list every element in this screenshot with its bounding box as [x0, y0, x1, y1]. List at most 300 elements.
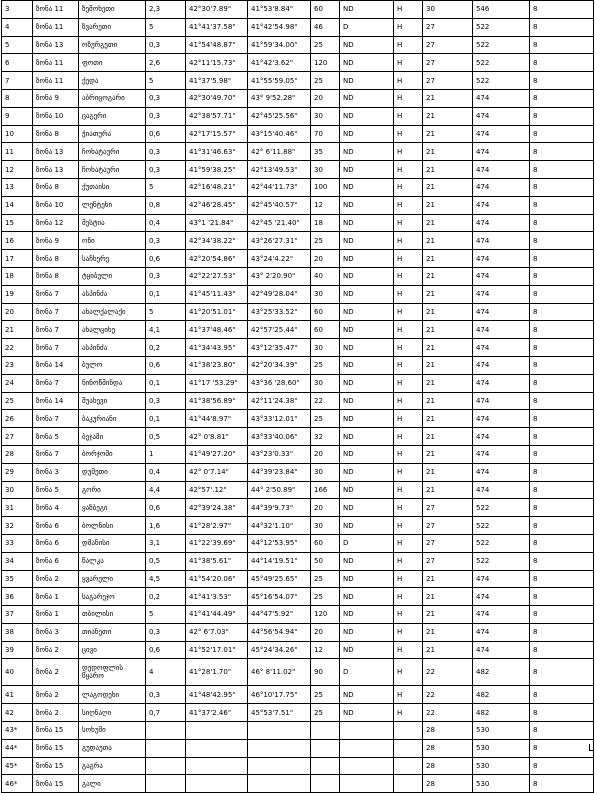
cell-row-number: 46* — [2, 775, 33, 793]
cell-polarization: H — [394, 445, 423, 463]
cell-frequency: 522 — [473, 517, 530, 535]
cell-height: 20 — [311, 250, 340, 268]
table-row — [2, 125, 594, 143]
cell-location: ჭიათურა — [79, 125, 146, 143]
cell-polarization: H — [394, 606, 423, 624]
cell-height: 90 — [311, 659, 340, 686]
cell-location: ბაკურიანი — [79, 410, 146, 428]
cell-zone: ზონა 9 — [33, 89, 79, 107]
cell-height — [311, 775, 340, 793]
cell-polarization — [394, 722, 423, 740]
cell-channel: 21 — [423, 374, 473, 392]
cell-height: 20 — [311, 89, 340, 107]
cell-channel: 21 — [423, 267, 473, 285]
cell-row-number: 30 — [2, 481, 33, 499]
cell-latitude: 41°45'11.43" — [186, 285, 248, 303]
cell-zone: ზონა 12 — [33, 214, 79, 232]
cell-channel: 27 — [423, 534, 473, 552]
cell-frequency: 522 — [473, 18, 530, 36]
cell-height: 50 — [311, 552, 340, 570]
cell-column-12: 8 — [530, 428, 594, 446]
cell-power: 0,2 — [146, 339, 186, 357]
cell-zone: ზონა 11 — [33, 1, 79, 19]
cell-direction: ND — [340, 356, 394, 374]
table-row — [2, 178, 594, 196]
cell-longitude: 44°32'1.10" — [248, 517, 311, 535]
cell-frequency: 482 — [473, 659, 530, 686]
cell-channel: 21 — [423, 107, 473, 125]
cell-direction: ND — [340, 303, 394, 321]
cell-polarization: H — [394, 303, 423, 321]
cell-direction: ND — [340, 410, 394, 428]
cell-polarization: H — [394, 410, 423, 428]
cell-location: გალი — [79, 775, 146, 793]
cell-power: 4,4 — [146, 481, 186, 499]
cell-frequency: 474 — [473, 232, 530, 250]
table-row — [2, 196, 594, 214]
cell-latitude: 41°52'17.01" — [186, 641, 248, 659]
cell-direction: ND — [340, 214, 394, 232]
cell-zone: ზონა 11 — [33, 72, 79, 90]
cell-power: 0,4 — [146, 463, 186, 481]
cell-zone: ზონა 7 — [33, 285, 79, 303]
table-row — [2, 428, 594, 446]
table-row — [2, 107, 594, 125]
cell-height: 25 — [311, 704, 340, 722]
cell-longitude: 41°42'54.98" — [248, 18, 311, 36]
cell-zone: ზონა 1 — [33, 588, 79, 606]
cell-column-12: 8 — [530, 392, 594, 410]
cell-zone: ზონა 5 — [33, 481, 79, 499]
cell-row-number: 4 — [2, 18, 33, 36]
cell-location: ნინოწმინდა — [79, 374, 146, 392]
cell-polarization: H — [394, 570, 423, 588]
cell-row-number: 12 — [2, 161, 33, 179]
cell-channel: 21 — [423, 178, 473, 196]
cell-power: 0,3 — [146, 392, 186, 410]
cell-frequency: 474 — [473, 161, 530, 179]
cell-power: 0,5 — [146, 552, 186, 570]
cell-row-number: 39 — [2, 641, 33, 659]
cell-row-number: 9 — [2, 107, 33, 125]
cell-column-12: 8 — [530, 722, 594, 740]
cell-channel: 21 — [423, 285, 473, 303]
cell-direction: ND — [340, 107, 394, 125]
cell-channel: 27 — [423, 54, 473, 72]
cell-polarization: H — [394, 125, 423, 143]
table-row — [2, 339, 594, 357]
cell-power: 0,1 — [146, 374, 186, 392]
cell-height: 25 — [311, 72, 340, 90]
cell-zone: ზონა 15 — [33, 775, 79, 793]
cell-column-12: 8 — [530, 36, 594, 54]
cell-power: 1,6 — [146, 517, 186, 535]
cell-power: 5 — [146, 72, 186, 90]
cell-zone: ზონა 7 — [33, 339, 79, 357]
cell-longitude: 42°49'28.04" — [248, 285, 311, 303]
table-row — [2, 704, 594, 722]
cell-power: 5 — [146, 178, 186, 196]
cell-height: 25 — [311, 356, 340, 374]
cell-longitude: 43°12'35.47" — [248, 339, 311, 357]
table-row — [2, 54, 594, 72]
cell-power: 3,1 — [146, 534, 186, 552]
cell-direction: ND — [340, 499, 394, 517]
cell-channel: 22 — [423, 704, 473, 722]
cell-row-number: 40 — [2, 659, 33, 686]
cell-longitude: 42°45'40.57" — [248, 196, 311, 214]
cell-frequency: 474 — [473, 196, 530, 214]
cell-channel: 28 — [423, 739, 473, 757]
cell-row-number: 3 — [2, 1, 33, 19]
table-body — [2, 1, 594, 793]
cell-longitude: 46°10'17.75" — [248, 686, 311, 704]
cell-row-number: 11 — [2, 143, 33, 161]
cell-location: ონი — [79, 232, 146, 250]
cell-zone: ზონა 4 — [33, 499, 79, 517]
cell-column-12: 8 — [530, 499, 594, 517]
cell-frequency: 474 — [473, 267, 530, 285]
cell-direction: ND — [340, 339, 394, 357]
cell-frequency: 474 — [473, 321, 530, 339]
cell-row-number: 43* — [2, 722, 33, 740]
cell-longitude: 44°12'53.95" — [248, 534, 311, 552]
cell-column-12: 8 — [530, 72, 594, 90]
cell-latitude: 41°38'5.61" — [186, 552, 248, 570]
cell-direction — [340, 722, 394, 740]
cell-zone: ზონა 11 — [33, 54, 79, 72]
cell-location: ქუთაისი — [79, 178, 146, 196]
cell-channel: 27 — [423, 36, 473, 54]
cell-location: ბორჯომი — [79, 445, 146, 463]
cell-location: აბრიცოგარი — [79, 89, 146, 107]
cell-location: დმანისი — [79, 534, 146, 552]
cell-longitude: 42°20'34.39" — [248, 356, 311, 374]
cell-channel: 28 — [423, 775, 473, 793]
cell-channel: 27 — [423, 499, 473, 517]
cell-zone: ზონა 9 — [33, 232, 79, 250]
cell-height: 30 — [311, 374, 340, 392]
cell-column-12: 8 — [530, 757, 594, 775]
cell-frequency: 530 — [473, 775, 530, 793]
cell-zone: ზონა 6 — [33, 534, 79, 552]
cell-channel: 21 — [423, 125, 473, 143]
cell-zone: ზონა 2 — [33, 704, 79, 722]
cell-polarization: H — [394, 72, 423, 90]
cell-direction: ND — [340, 428, 394, 446]
cell-latitude — [186, 775, 248, 793]
cell-power: 4,1 — [146, 321, 186, 339]
cell-frequency: 522 — [473, 36, 530, 54]
cell-longitude: 45°24'34.26" — [248, 641, 311, 659]
cell-location: ახალციხე — [79, 321, 146, 339]
cell-latitude: 41°37'2.46" — [186, 704, 248, 722]
cell-frequency: 474 — [473, 214, 530, 232]
cell-latitude: 41°34'43.95" — [186, 339, 248, 357]
cell-zone: ზონა 13 — [33, 161, 79, 179]
cell-channel: 21 — [423, 481, 473, 499]
cell-location: დუშეთი — [79, 463, 146, 481]
cell-frequency: 530 — [473, 739, 530, 757]
cell-row-number: 37 — [2, 606, 33, 624]
cell-longitude: 43°33'40.06" — [248, 428, 311, 446]
cell-latitude: 42°30'7.89" — [186, 1, 248, 19]
cell-channel: 21 — [423, 641, 473, 659]
cell-row-number: 35 — [2, 570, 33, 588]
cell-frequency: 474 — [473, 285, 530, 303]
cell-direction: ND — [340, 392, 394, 410]
table-row — [2, 89, 594, 107]
cell-power: 0,3 — [146, 143, 186, 161]
cell-location: ფოთი — [79, 54, 146, 72]
cell-latitude: 42°17'15.57" — [186, 125, 248, 143]
cell-column-12: 8 — [530, 704, 594, 722]
cell-frequency: 474 — [473, 356, 530, 374]
cell-latitude: 42°57'.12" — [186, 481, 248, 499]
cell-zone: ზონა 13 — [33, 36, 79, 54]
cell-height: 25 — [311, 686, 340, 704]
cell-height: 32 — [311, 428, 340, 446]
cell-direction: ND — [340, 72, 394, 90]
cell-frequency: 474 — [473, 250, 530, 268]
cell-channel: 21 — [423, 214, 473, 232]
table-row — [2, 410, 594, 428]
cell-channel: 21 — [423, 410, 473, 428]
cell-column-12: 8 — [530, 552, 594, 570]
cell-polarization: H — [394, 552, 423, 570]
cell-longitude — [248, 775, 311, 793]
cell-longitude: 46° 8'11.02" — [248, 659, 311, 686]
table-row — [2, 481, 594, 499]
cell-polarization: H — [394, 54, 423, 72]
cell-frequency: 474 — [473, 463, 530, 481]
cell-longitude: 42°11'24.38" — [248, 392, 311, 410]
cell-direction: ND — [340, 1, 394, 19]
cell-power: 0,3 — [146, 36, 186, 54]
cell-location: გაგრა — [79, 757, 146, 775]
cell-frequency: 530 — [473, 757, 530, 775]
cell-column-12: 8 — [530, 161, 594, 179]
cell-direction: ND — [340, 285, 394, 303]
table-row — [2, 686, 594, 704]
cell-power: 0,2 — [146, 588, 186, 606]
table-row — [2, 499, 594, 517]
cell-frequency: 474 — [473, 570, 530, 588]
cell-latitude: 41°28'1.70" — [186, 659, 248, 686]
cell-polarization: H — [394, 392, 423, 410]
cell-frequency: 474 — [473, 89, 530, 107]
cell-location: ბოლნისი — [79, 517, 146, 535]
cell-height: 18 — [311, 214, 340, 232]
cell-location: ყაზბეგი — [79, 499, 146, 517]
cell-power: 0,3 — [146, 107, 186, 125]
table-row — [2, 641, 594, 659]
cell-row-number: 22 — [2, 339, 33, 357]
cell-row-number: 14 — [2, 196, 33, 214]
cell-channel: 21 — [423, 428, 473, 446]
cell-power: 0,4 — [146, 214, 186, 232]
cell-direction: ND — [340, 517, 394, 535]
cell-direction: D — [340, 659, 394, 686]
cell-height: 30 — [311, 463, 340, 481]
cell-power: 5 — [146, 18, 186, 36]
cell-location: ლენტეხი — [79, 196, 146, 214]
table-row — [2, 303, 594, 321]
cell-frequency: 522 — [473, 499, 530, 517]
cell-zone: ზონა 6 — [33, 552, 79, 570]
cell-polarization: H — [394, 588, 423, 606]
cell-power: 0,3 — [146, 89, 186, 107]
cell-polarization — [394, 775, 423, 793]
cell-column-12: 8 — [530, 481, 594, 499]
cell-column-12: 8 — [530, 303, 594, 321]
cell-frequency: 482 — [473, 704, 530, 722]
cell-polarization: H — [394, 517, 423, 535]
cell-column-12: 8 — [530, 267, 594, 285]
cell-latitude: 41°20'51.01" — [186, 303, 248, 321]
cell-longitude: 41°55'59.05" — [248, 72, 311, 90]
cell-height — [311, 722, 340, 740]
cell-latitude: 41°17 '53.29" — [186, 374, 248, 392]
cell-direction: ND — [340, 552, 394, 570]
cell-height: 60 — [311, 303, 340, 321]
cell-power — [146, 722, 186, 740]
cell-frequency: 474 — [473, 303, 530, 321]
cell-height: 25 — [311, 410, 340, 428]
cell-direction: ND — [340, 588, 394, 606]
cell-column-12: 8 — [530, 214, 594, 232]
cell-channel: 27 — [423, 552, 473, 570]
cell-height: 30 — [311, 107, 340, 125]
cell-latitude: 43°1 '21.84" — [186, 214, 248, 232]
cell-row-number: 29 — [2, 463, 33, 481]
cell-polarization: H — [394, 214, 423, 232]
cell-polarization: H — [394, 686, 423, 704]
cell-frequency: 474 — [473, 428, 530, 446]
cell-longitude: 43°25'33.52" — [248, 303, 311, 321]
cell-frequency: 522 — [473, 534, 530, 552]
cell-height: 35 — [311, 143, 340, 161]
cell-location: გუდაუთა — [79, 739, 146, 757]
cell-column-12: 8 — [530, 570, 594, 588]
cell-power: 2,3 — [146, 1, 186, 19]
cell-latitude: 42°34'38.22" — [186, 232, 248, 250]
cell-latitude: 42°39'24.38" — [186, 499, 248, 517]
cell-column-12: 8 — [530, 588, 594, 606]
table-row — [2, 285, 594, 303]
cell-polarization: H — [394, 161, 423, 179]
cell-polarization: H — [394, 481, 423, 499]
cell-latitude: 41°37'48.46" — [186, 321, 248, 339]
cell-longitude: 44°39'23.84" — [248, 463, 311, 481]
cell-height: 12 — [311, 196, 340, 214]
cell-height: 20 — [311, 445, 340, 463]
table-row — [2, 36, 594, 54]
cell-power: 2,6 — [146, 54, 186, 72]
cell-longitude: 43° 9'52.28" — [248, 89, 311, 107]
table-row — [2, 250, 594, 268]
cell-channel: 21 — [423, 89, 473, 107]
cell-power: 4 — [146, 659, 186, 686]
cell-polarization — [394, 757, 423, 775]
cell-direction: ND — [340, 623, 394, 641]
cell-location: მესტია — [79, 214, 146, 232]
table-row — [2, 18, 594, 36]
cell-direction: ND — [340, 232, 394, 250]
cell-row-number: 13 — [2, 178, 33, 196]
cell-location: ზემოხეთი — [79, 1, 146, 19]
cell-location: დედოფლის წყარო — [79, 659, 146, 686]
cell-channel: 21 — [423, 250, 473, 268]
cell-power: 5 — [146, 303, 186, 321]
cell-frequency: 474 — [473, 374, 530, 392]
cell-location: ცივი — [79, 641, 146, 659]
cell-polarization: H — [394, 232, 423, 250]
cell-power: 0,6 — [146, 250, 186, 268]
cell-polarization: H — [394, 250, 423, 268]
cell-zone: ზონა 7 — [33, 321, 79, 339]
cell-polarization: H — [394, 641, 423, 659]
cell-frequency: 522 — [473, 54, 530, 72]
cell-latitude — [186, 722, 248, 740]
cell-power: 0,6 — [146, 499, 186, 517]
cell-location: თბილისი — [79, 606, 146, 624]
cell-height: 25 — [311, 36, 340, 54]
table-row — [2, 588, 594, 606]
cell-latitude: 41°41'3.53" — [186, 588, 248, 606]
cell-height: 60 — [311, 321, 340, 339]
cell-row-number: 42 — [2, 704, 33, 722]
cell-zone: ზონა 15 — [33, 722, 79, 740]
corner-mark — [589, 744, 594, 751]
cell-zone: ზონა 7 — [33, 374, 79, 392]
cell-direction: ND — [340, 481, 394, 499]
cell-frequency: 474 — [473, 641, 530, 659]
cell-channel: 21 — [423, 339, 473, 357]
cell-location: ბეჯამი — [79, 428, 146, 446]
cell-location: საგარეჯო — [79, 588, 146, 606]
cell-channel: 21 — [423, 196, 473, 214]
cell-location: ქედა — [79, 72, 146, 90]
cell-direction: ND — [340, 374, 394, 392]
cell-location: გორი — [79, 481, 146, 499]
cell-longitude — [248, 722, 311, 740]
cell-zone: ზონა 8 — [33, 250, 79, 268]
cell-channel: 27 — [423, 18, 473, 36]
cell-column-12: 8 — [530, 534, 594, 552]
cell-zone: ზონა 7 — [33, 445, 79, 463]
cell-polarization: H — [394, 285, 423, 303]
cell-zone: ზონა 13 — [33, 143, 79, 161]
table-row — [2, 570, 594, 588]
cell-direction: ND — [340, 570, 394, 588]
cell-longitude: 43°24'4.22" — [248, 250, 311, 268]
cell-direction: ND — [340, 641, 394, 659]
cell-direction: ND — [340, 125, 394, 143]
cell-location: ახალქალაქი — [79, 303, 146, 321]
cell-height: 20 — [311, 623, 340, 641]
cell-zone: ზონა 7 — [33, 303, 79, 321]
cell-longitude: 43°23'0.33" — [248, 445, 311, 463]
cell-column-12: 8 — [530, 686, 594, 704]
cell-frequency: 546 — [473, 1, 530, 19]
cell-latitude: 42°30'49.70" — [186, 89, 248, 107]
table-row — [2, 517, 594, 535]
cell-latitude: 42° 0'8.81" — [186, 428, 248, 446]
cell-direction: ND — [340, 89, 394, 107]
cell-direction: ND — [340, 196, 394, 214]
cell-longitude: 45°16'54.07" — [248, 588, 311, 606]
